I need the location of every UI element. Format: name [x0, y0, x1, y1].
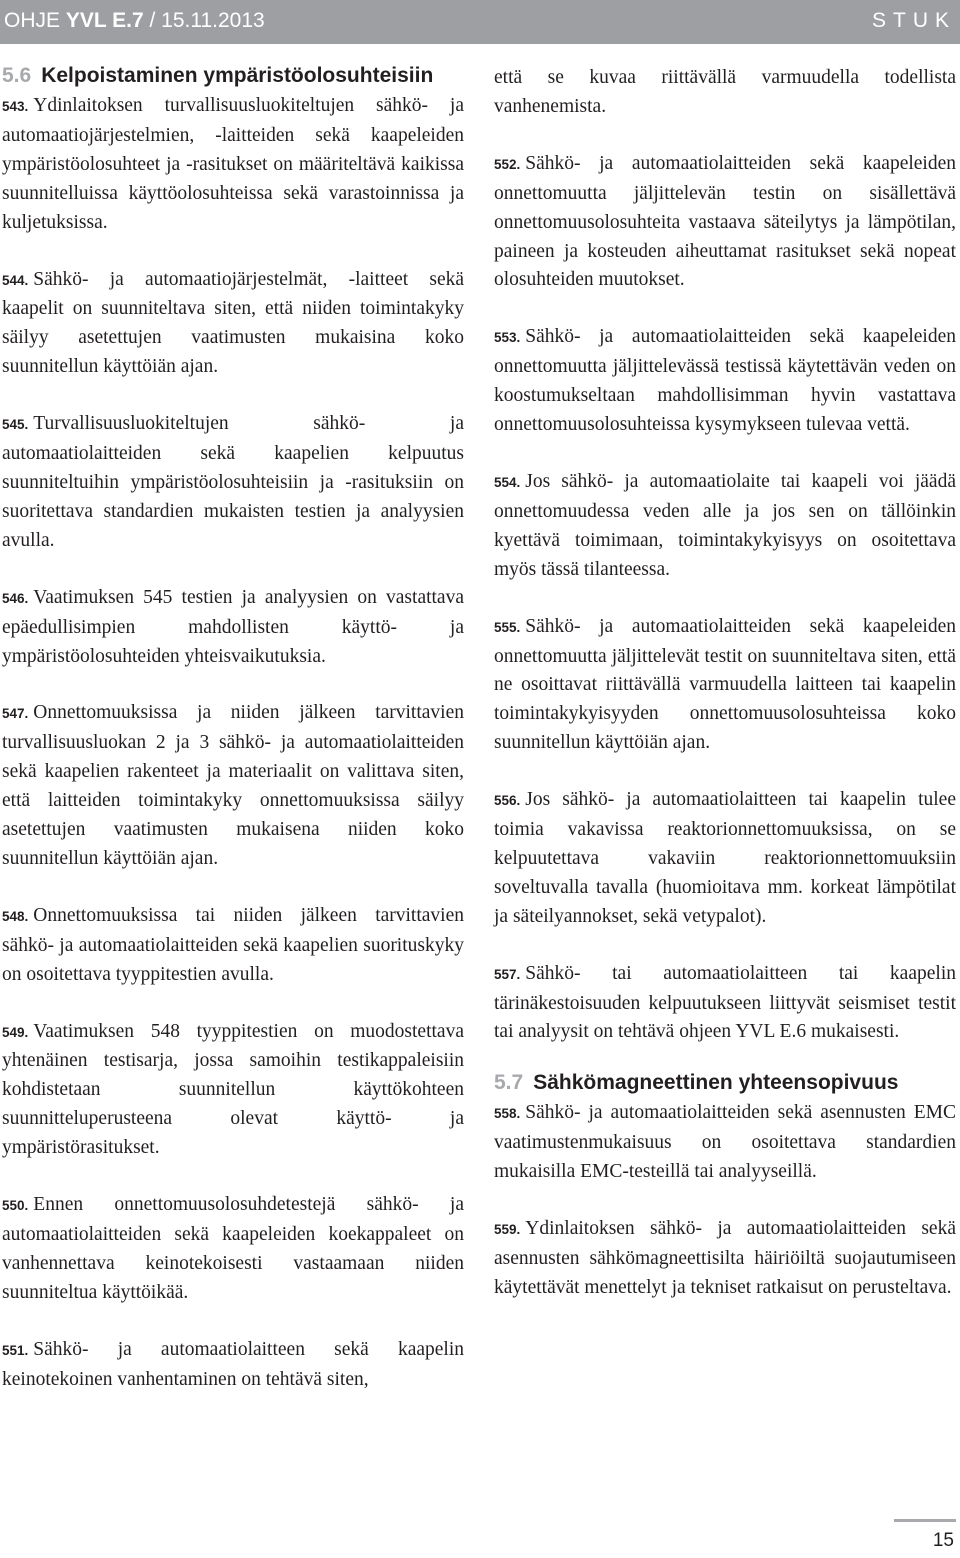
- requirement-paragraph: [2, 584, 464, 672]
- requirement-text: Vaatimuksen 548 tyyppitestien on muodostettava yhtenäinen testisarja, jossa samoihin testikappaleisiin kohdistetaan suunnitellun käyttökohteen suunnitteluperusteena olevat käyttö- ja ympäristörasitukset.: [2, 1020, 464, 1159]
- requirement-number: 549.: [2, 1024, 29, 1040]
- requirement-number: 547.: [2, 706, 29, 722]
- doc-date: / 15.11.2013: [143, 9, 265, 32]
- requirement-paragraph: [2, 410, 464, 556]
- requirement-paragraph: [2, 1191, 464, 1308]
- left-paragraphs: [2, 92, 464, 1395]
- requirement-text: Jos sähkö- ja automaatiolaite tai kaapeli voi jäädä onnettomuudessa veden alle ja jos sen on tällöinkin kyettävä toimimaan, toimintakykyisyys on osoitettava myös tässä tilanteessa.: [494, 470, 956, 580]
- right-column: [494, 64, 956, 1331]
- section-heading-5-7: [494, 1071, 956, 1095]
- requirement-number: 557.: [494, 966, 521, 982]
- section-number: 5.6: [2, 64, 32, 87]
- left-column: [2, 64, 464, 1423]
- requirement-paragraph: [494, 960, 956, 1048]
- requirement-paragraph: [494, 1215, 956, 1303]
- continued-paragraph: että se kuvaa riittävällä varmuudella todellista vanhenemista.: [494, 67, 956, 117]
- requirement-text: Sähkö- tai automaatiolaitteen tai kaapelin tärinäkestoisuuden kelpuutukseen liittyvät seismiset testit tai analyysit on tehtävä ohjeen YVL E.6 mukaisesti.: [494, 962, 956, 1043]
- requirement-number: 546.: [2, 590, 29, 606]
- requirement-number: 558.: [494, 1106, 521, 1122]
- requirement-text: Sähkö- ja automaatiolaitteiden sekä kaapeleiden onnettomuutta jäljittelevässä testissä käytettävän veden on koostumukseltaan mahdollisimman hyvin vastattava onnettomuusolosuhteissa kysymykseen tulevaa vettä.: [494, 326, 956, 436]
- requirement-paragraph: [2, 92, 464, 238]
- requirement-number: 553.: [494, 330, 521, 346]
- requirement-number: 554.: [494, 474, 521, 490]
- requirement-number: 548.: [2, 908, 29, 924]
- requirement-number: 551.: [2, 1342, 29, 1358]
- requirement-paragraph: [494, 150, 956, 296]
- organization-name: STUK: [871, 9, 956, 32]
- requirement-number: 559.: [494, 1222, 521, 1238]
- requirement-text: Sähkö- ja automaatiolaitteiden sekä asennusten EMC vaatimustenmukaisuus on osoitettava standardien mukaisilla EMC-testeillä tai analyyseillä.: [494, 1102, 956, 1183]
- requirement-number: 545.: [2, 417, 29, 433]
- requirement-number: 552.: [494, 156, 521, 172]
- requirement-paragraph: [2, 1018, 464, 1164]
- doc-prefix: OHJE: [4, 9, 66, 32]
- requirement-text: Jos sähkö- ja automaatiolaitteen tai kaapelin tulee toimia vakavissa reaktorionnettomuuksissa, on se kelpuutettava vakaviin reaktorionnettomuuksiin soveltuvalla tavalla (huomioitava mm. korkeat lämpötilat ja säteilyannokset, sekä vetypalot).: [494, 789, 956, 927]
- requirement-paragraph: [2, 266, 464, 383]
- requirement-number: 556.: [494, 793, 521, 809]
- right-paragraphs-b: [494, 1099, 956, 1302]
- document-id: [4, 9, 265, 33]
- section-title: Kelpoistaminen ympäristöolosuhteisiin: [41, 64, 434, 87]
- requirement-text: Sähkö- ja automaatiolaitteen sekä kaapelin keinotekoinen vanhentaminen on tehtävä siten,: [2, 1338, 464, 1390]
- requirement-text: Sähkö- ja automaatiolaitteiden sekä kaapeleiden onnettomuutta jäljittelevät testit on suunniteltava siten, että ne osoittavat riittävällä varmuudella laitteen tai kaapelin toimintakykyisyyden onnettomuusolosuhteissa koko suunnitellun käyttöiän ajan.: [494, 615, 956, 754]
- right-paragraphs-a: [494, 150, 956, 1048]
- requirement-text: Vaatimuksen 545 testien ja analyysien on vastattava epäedullisimpien mahdollisten käyttö- ja ympäristöolosuhteiden yhteisvaikutuksia.: [2, 586, 464, 667]
- requirement-number: 555.: [494, 619, 521, 635]
- requirement-paragraph: [2, 699, 464, 873]
- requirement-text: Ennen onnettomuusolosuhdetestejä sähkö- ja automaatiolaitteiden sekä kaapeleiden koekappaleet on vanhennettava keinotekoisesti vastaamaan niiden suunniteltua käyttöikää.: [2, 1194, 464, 1303]
- footer-rule: [894, 1519, 956, 1522]
- requirement-paragraph: [494, 323, 956, 440]
- requirement-number: 550.: [2, 1198, 29, 1214]
- section-heading-5-6: [2, 64, 464, 88]
- requirement-paragraph: [2, 1336, 464, 1395]
- requirement-paragraph: [494, 786, 956, 932]
- requirement-text: Ydinlaitoksen turvallisuusluokiteltujen sähkö- ja automaatiojärjestelmien, -laitteiden sekä kaapeleiden ympäristöolosuhteet ja -rasitukset on määriteltävä kaikissa suunnitelluissa käyttöolosuhteissa sekä varastoinnissa ja kuljetuksissa.: [2, 95, 464, 233]
- page-number: 15: [932, 1530, 954, 1551]
- requirement-paragraph: [494, 1099, 956, 1187]
- requirement-number: 543.: [2, 99, 29, 114]
- section-number: 5.7: [494, 1071, 524, 1095]
- requirement-text: Sähkö- ja automaatiojärjestelmät, -laitteet sekä kaapelit on suunniteltava siten, että niiden toimintakyky säilyy asetettujen vaatimusten mukaisina koko suunnitellun käyttöiän ajan.: [2, 268, 464, 378]
- requirement-text: Sähkö- ja automaatiolaitteiden sekä kaapeleiden onnettomuutta jäljittelevän testin on sisällettävä onnettomuusolosuhteita vastaava säteilytys ja lämpötilan, paineen ja kosteuden aiheuttamat rasitukset sekä nopeat olosuhteiden muutokset.: [494, 152, 956, 291]
- requirement-paragraph: [494, 613, 956, 759]
- requirement-paragraph: [494, 468, 956, 585]
- requirement-text: Turvallisuusluokiteltujen sähkö- ja automaatiolaitteiden sekä kaapelien kelpuutus suunniteltuihin ympäristöolosuhteisiin ja -rasituksiin on suoritettava standardien mukaisten testien ja analyysien avulla.: [2, 413, 464, 551]
- requirement-text: Onnettomuuksissa ja niiden jälkeen tarvittavien turvallisuusluokan 2 ja 3 sähkö- ja automaatiolaitteiden sekä kaapelien rakenteet ja materiaalit on valittava siten, että laitteiden toimintakyky onnettomuuksissa säilyy asetettujen vaatimusten mukaisena niiden koko suunnitellun käyttöiän ajan.: [2, 702, 464, 869]
- requirement-text: Ydinlaitoksen sähkö- ja automaatiolaitteiden sekä asennusten sähkömagneettisilta häiriöiltä suojautumiseen käytettävät menettelyt ja tekniset ratkaisut on perusteltava.: [494, 1218, 956, 1298]
- requirement-text: Onnettomuuksissa tai niiden jälkeen tarvittavien sähkö- ja automaatiolaitteiden sekä kaapelien suorituskyky on osoitettava tyyppitestien avulla.: [2, 904, 464, 985]
- requirement-number: 544.: [2, 272, 29, 288]
- requirement-paragraph: [2, 902, 464, 990]
- doc-code: YVL E.7: [65, 9, 144, 32]
- section-title: Sähkömagneettinen yhteensopivuus: [533, 1071, 899, 1095]
- page-header: [0, 0, 960, 44]
